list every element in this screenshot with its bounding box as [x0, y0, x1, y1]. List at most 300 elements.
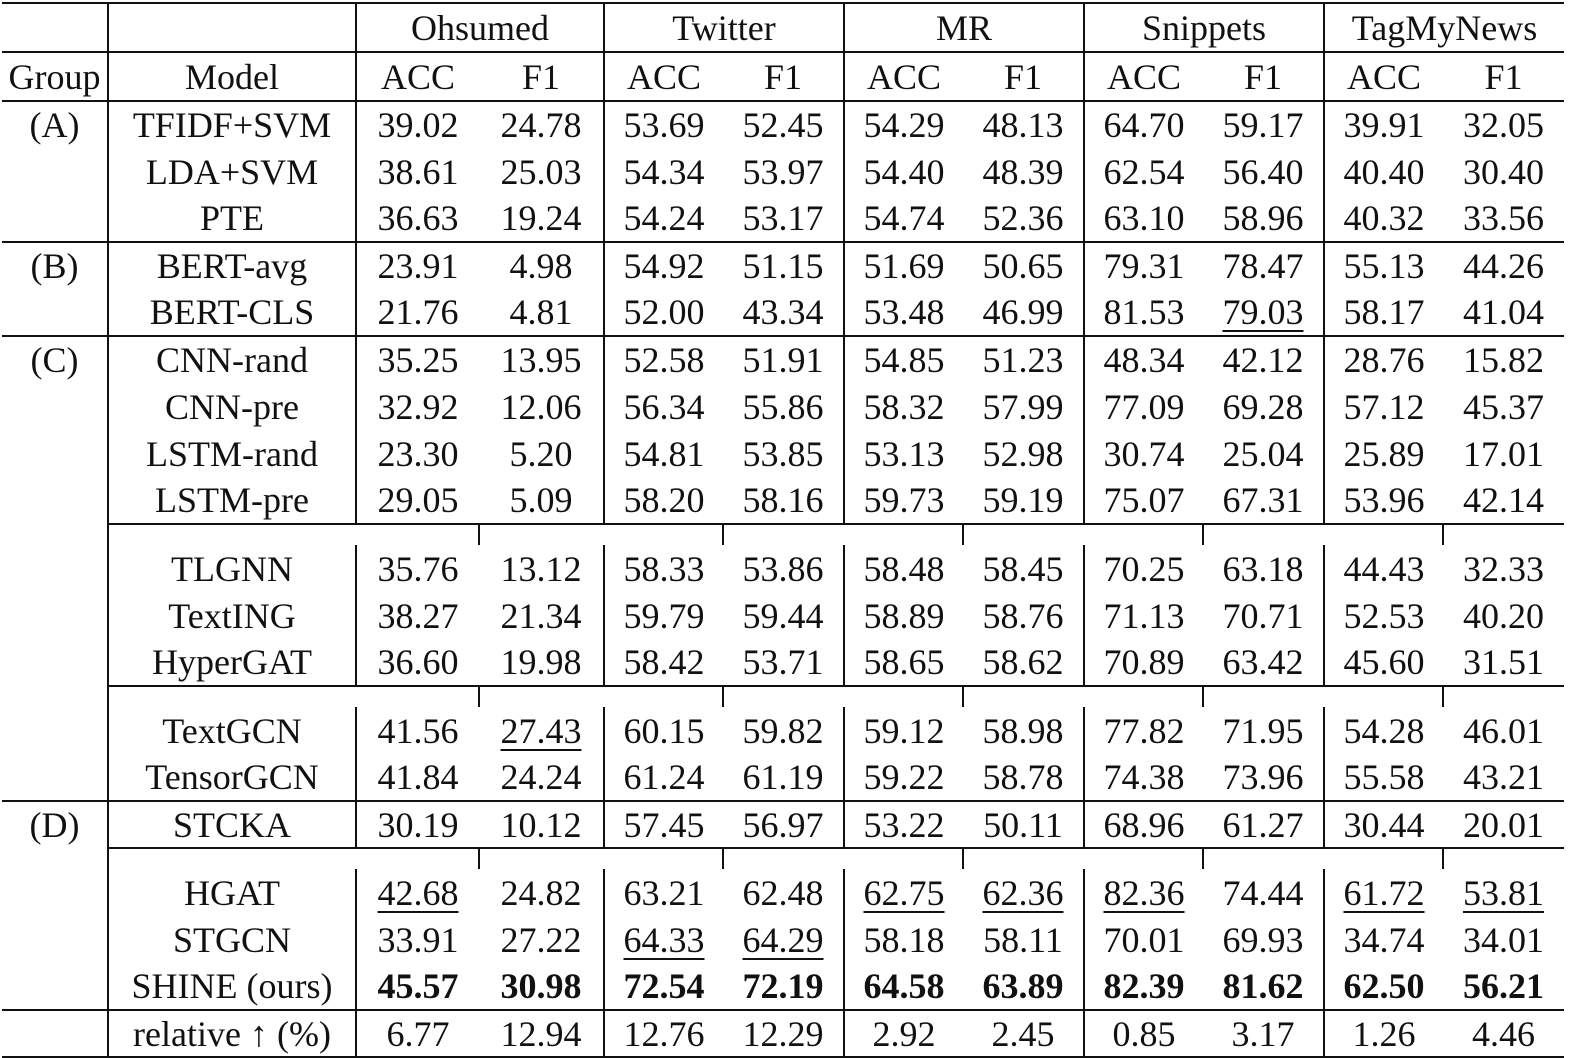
value-cell-text: 35.76 — [377, 548, 459, 589]
value-cell — [604, 336, 723, 383]
value-cell — [1084, 639, 1203, 686]
value-cell — [479, 1010, 604, 1057]
value-cell-text: 54.29 — [863, 105, 945, 145]
value-cell — [963, 336, 1084, 383]
value-cell-text: 58.45 — [982, 548, 1064, 589]
value-cell — [723, 242, 844, 289]
group-cell — [2, 383, 108, 430]
value-cell-text: 61.19 — [742, 757, 824, 797]
model-cell — [108, 148, 356, 195]
value-cell-text: 54.85 — [863, 340, 945, 380]
value-cell — [479, 242, 604, 289]
value-cell — [356, 639, 479, 686]
value-cell — [963, 477, 1084, 524]
value-cell-text: 63.42 — [1222, 642, 1304, 682]
value-cell — [1203, 707, 1324, 754]
value-cell — [479, 383, 604, 430]
value-cell-text: 62.75 — [863, 872, 945, 913]
value-cell — [1324, 639, 1443, 686]
value-cell — [1443, 383, 1564, 430]
value-cell — [723, 383, 844, 430]
header-empty-group — [2, 3, 108, 52]
value-cell — [1443, 754, 1564, 801]
value-cell — [1084, 545, 1203, 592]
group-cell-text: (D) — [29, 805, 80, 845]
value-cell — [1324, 963, 1443, 1010]
value-cell — [356, 707, 479, 754]
value-cell — [844, 592, 963, 639]
value-cell-text: 79.31 — [1103, 246, 1185, 286]
group-separator — [2, 686, 1564, 707]
value-cell — [479, 869, 604, 916]
group-cell — [2, 242, 108, 289]
value-cell-text: 53.71 — [742, 642, 824, 682]
gap-cell — [963, 848, 1084, 869]
value-cell-text: 72.19 — [742, 966, 824, 1006]
value-cell — [844, 545, 963, 592]
value-cell-text: 77.82 — [1103, 710, 1185, 751]
group-cell — [2, 1010, 108, 1057]
value-cell-text: 36.63 — [377, 198, 459, 238]
gap-cell — [108, 848, 356, 869]
gap-cell — [479, 686, 604, 707]
value-cell-text: 23.91 — [377, 246, 459, 286]
model-cell-text: LSTM-pre — [155, 480, 309, 520]
value-cell — [1443, 336, 1564, 383]
value-cell-text: 75.07 — [1103, 480, 1185, 520]
value-cell — [723, 148, 844, 195]
value-cell-text: 38.27 — [377, 595, 459, 636]
value-cell — [844, 916, 963, 963]
gap-cell — [1443, 686, 1564, 707]
value-cell — [723, 963, 844, 1010]
model-cell-text: STGCN — [172, 919, 292, 960]
value-cell — [1084, 963, 1203, 1010]
value-cell — [1443, 477, 1564, 524]
gap-group-cell — [2, 524, 108, 545]
table-row — [2, 639, 1564, 686]
value-cell-text: 55.86 — [742, 386, 824, 427]
value-cell — [963, 195, 1084, 242]
f1-header — [723, 52, 844, 101]
value-cell — [1324, 477, 1443, 524]
value-cell-text: 43.34 — [742, 292, 824, 332]
gap-cell — [479, 848, 604, 869]
value-cell-text: 51.91 — [742, 340, 824, 380]
model-cell-text: BERT-CLS — [149, 292, 315, 332]
value-cell — [1084, 754, 1203, 801]
value-cell — [604, 148, 723, 195]
value-cell-text: 17.01 — [1463, 433, 1544, 474]
value-cell-text: 51.15 — [742, 246, 824, 286]
value-cell — [1084, 592, 1203, 639]
model-cell — [108, 383, 356, 430]
value-cell — [844, 639, 963, 686]
value-cell — [1443, 869, 1564, 916]
value-cell-text: 79.03 — [1222, 292, 1304, 332]
value-cell-text: 52.36 — [982, 198, 1064, 238]
gap-cell — [844, 848, 963, 869]
value-cell — [479, 545, 604, 592]
value-cell-text: 61.72 — [1343, 872, 1425, 913]
value-cell — [963, 101, 1084, 148]
table-row — [2, 289, 1564, 336]
value-cell — [1443, 430, 1564, 477]
value-cell-text: 74.44 — [1222, 872, 1304, 913]
value-cell-text: 82.39 — [1103, 966, 1185, 1006]
value-cell — [1084, 336, 1203, 383]
value-cell-text: 71.95 — [1222, 710, 1304, 751]
value-cell-text: 39.02 — [377, 105, 459, 145]
gap-cell — [108, 524, 356, 545]
value-cell — [963, 545, 1084, 592]
value-cell — [1324, 1010, 1443, 1057]
acc-header — [844, 52, 963, 101]
model-cell-text: BERT-avg — [156, 246, 308, 286]
value-cell — [356, 336, 479, 383]
value-cell-text: 53.86 — [742, 548, 824, 589]
value-cell — [356, 545, 479, 592]
value-cell — [356, 477, 479, 524]
gap-cell — [479, 524, 604, 545]
gap-cell — [1203, 848, 1324, 869]
value-cell — [479, 916, 604, 963]
value-cell-text: 57.45 — [623, 804, 705, 845]
value-cell-text: 3.17 — [1231, 1013, 1295, 1054]
model-cell-text: LDA+SVM — [145, 151, 319, 192]
group-separator — [2, 848, 1564, 869]
value-cell — [479, 592, 604, 639]
value-cell-text: 51.69 — [863, 246, 945, 286]
value-cell-text: 32.92 — [377, 386, 459, 427]
value-cell-text: 59.17 — [1222, 105, 1304, 145]
value-cell-text: 58.78 — [982, 757, 1064, 797]
value-cell — [844, 707, 963, 754]
f1-header-text: F1 — [763, 56, 803, 97]
value-cell-text: 24.82 — [500, 872, 582, 913]
value-cell-text: 12.76 — [623, 1013, 705, 1054]
model-cell — [108, 963, 356, 1010]
value-cell-text: 48.13 — [982, 105, 1064, 145]
table-row — [2, 1010, 1564, 1057]
value-cell-text: 41.56 — [377, 710, 459, 751]
value-cell-text: 58.42 — [623, 642, 705, 682]
value-cell — [479, 289, 604, 336]
value-cell-text: 59.22 — [863, 757, 945, 797]
group-cell — [2, 801, 108, 848]
value-cell-text: 44.43 — [1343, 548, 1425, 589]
gap-group-cell — [2, 848, 108, 869]
value-cell — [1203, 101, 1324, 148]
value-cell — [963, 801, 1084, 848]
value-cell — [1324, 289, 1443, 336]
model-cell — [108, 639, 356, 686]
value-cell — [479, 754, 604, 801]
dataset-header — [604, 3, 844, 52]
value-cell — [963, 430, 1084, 477]
value-cell — [1443, 963, 1564, 1010]
value-cell-text: 58.89 — [863, 595, 945, 636]
value-cell-text: 53.81 — [1463, 872, 1544, 913]
group-cell — [2, 101, 108, 148]
acc-header-text: ACC — [380, 56, 456, 97]
value-cell-text: 25.89 — [1343, 433, 1425, 474]
value-cell-text: 24.78 — [500, 105, 582, 145]
gap-cell — [1084, 524, 1203, 545]
f1-header-text: F1 — [1243, 56, 1283, 97]
group-cell — [2, 336, 108, 383]
value-cell-text: 69.93 — [1222, 919, 1304, 960]
value-cell-text: 25.04 — [1222, 433, 1304, 474]
value-cell — [1324, 336, 1443, 383]
value-cell-text: 24.24 — [500, 757, 582, 797]
dataset-header — [1084, 3, 1324, 52]
value-cell — [1203, 545, 1324, 592]
model-cell — [108, 707, 356, 754]
value-cell-text: 53.85 — [742, 433, 824, 474]
value-cell-text: 58.76 — [982, 595, 1064, 636]
f1-header-text: F1 — [521, 56, 561, 97]
value-cell — [1203, 592, 1324, 639]
value-cell — [356, 963, 479, 1010]
value-cell — [1324, 383, 1443, 430]
value-cell — [604, 289, 723, 336]
value-cell-text: 63.18 — [1222, 548, 1304, 589]
value-cell — [1084, 383, 1203, 430]
value-cell — [963, 242, 1084, 289]
value-cell-text: 50.11 — [983, 804, 1063, 845]
value-cell — [604, 383, 723, 430]
value-cell-text: 32.05 — [1463, 105, 1544, 145]
value-cell — [356, 383, 479, 430]
value-cell-text: 5.20 — [509, 433, 573, 474]
value-cell-text: 45.60 — [1343, 642, 1425, 682]
model-cell-text: TensorGCN — [145, 757, 319, 797]
gap-cell — [844, 686, 963, 707]
value-cell — [1324, 869, 1443, 916]
model-cell-text: HyperGAT — [152, 642, 312, 682]
acc-header — [604, 52, 723, 101]
value-cell — [479, 195, 604, 242]
group-cell — [2, 916, 108, 963]
value-cell — [604, 592, 723, 639]
value-cell — [963, 383, 1084, 430]
value-cell-text: 56.21 — [1463, 966, 1544, 1006]
value-cell-text: 60.15 — [623, 710, 705, 751]
value-cell — [723, 869, 844, 916]
value-cell-text: 36.60 — [377, 642, 459, 682]
header-empty-model — [108, 3, 356, 52]
value-cell-text: 58.16 — [742, 480, 824, 520]
value-cell-text: 77.09 — [1103, 386, 1185, 427]
value-cell — [723, 545, 844, 592]
value-cell — [604, 801, 723, 848]
value-cell — [604, 242, 723, 289]
value-cell-text: 39.91 — [1343, 105, 1425, 145]
group-cell-text: (B) — [30, 246, 79, 286]
value-cell — [723, 592, 844, 639]
value-cell-text: 59.79 — [623, 595, 705, 636]
value-cell-text: 2.92 — [872, 1013, 936, 1054]
gap-cell — [1443, 848, 1564, 869]
value-cell-text: 43.21 — [1463, 757, 1544, 797]
model-cell — [108, 754, 356, 801]
group-separator — [2, 524, 1564, 545]
acc-header-text: ACC — [866, 56, 942, 97]
value-cell-text: 44.26 — [1463, 246, 1544, 286]
model-cell — [108, 195, 356, 242]
table-row — [2, 801, 1564, 848]
value-cell-text: 34.01 — [1463, 919, 1544, 960]
model-cell-text: CNN-rand — [156, 340, 308, 380]
value-cell-text: 38.61 — [377, 151, 459, 192]
value-cell — [1203, 916, 1324, 963]
gap-cell — [1324, 848, 1443, 869]
value-cell — [1443, 148, 1564, 195]
value-cell — [604, 1010, 723, 1057]
table-row — [2, 916, 1564, 963]
value-cell — [1443, 639, 1564, 686]
dataset-header-text: Twitter — [672, 7, 776, 48]
group-cell — [2, 707, 108, 754]
value-cell — [604, 195, 723, 242]
value-cell — [1084, 242, 1203, 289]
value-cell — [1203, 639, 1324, 686]
f1-header — [1443, 52, 1564, 101]
value-cell — [356, 430, 479, 477]
value-cell — [1324, 195, 1443, 242]
gap-cell — [1084, 686, 1203, 707]
gap-cell — [1084, 848, 1203, 869]
value-cell-text: 53.48 — [863, 292, 945, 332]
gap-cell — [108, 686, 356, 707]
value-cell-text: 74.38 — [1103, 757, 1185, 797]
value-cell — [1084, 195, 1203, 242]
model-header-text: Model — [185, 56, 279, 97]
value-cell — [1084, 869, 1203, 916]
group-cell-text: (C) — [30, 340, 79, 380]
value-cell-text: 46.01 — [1463, 710, 1544, 751]
value-cell — [356, 1010, 479, 1057]
value-cell-text: 45.37 — [1463, 386, 1544, 427]
value-cell — [844, 101, 963, 148]
value-cell-text: 78.47 — [1222, 246, 1304, 286]
value-cell-text: 52.00 — [623, 292, 705, 332]
value-cell — [1084, 801, 1203, 848]
value-cell — [1324, 592, 1443, 639]
value-cell-text: 20.01 — [1463, 804, 1544, 845]
value-cell-text: 21.34 — [500, 595, 582, 636]
model-cell — [108, 869, 356, 916]
table-row — [2, 383, 1564, 430]
value-cell — [1443, 592, 1564, 639]
model-cell — [108, 430, 356, 477]
value-cell — [1443, 101, 1564, 148]
value-cell-text: 81.53 — [1103, 292, 1185, 332]
model-cell — [108, 592, 356, 639]
value-cell-text: 64.58 — [863, 966, 945, 1006]
value-cell-text: 33.56 — [1463, 198, 1544, 238]
value-cell-text: 48.39 — [982, 151, 1064, 192]
acc-header — [1084, 52, 1203, 101]
value-cell — [1084, 1010, 1203, 1057]
value-cell-text: 73.96 — [1222, 757, 1304, 797]
value-cell-text: 15.82 — [1463, 340, 1544, 380]
value-cell-text: 28.76 — [1343, 340, 1425, 380]
gap-cell — [356, 524, 479, 545]
header-datasets-row — [2, 3, 1564, 52]
acc-header-text: ACC — [1106, 56, 1182, 97]
value-cell-text: 31.51 — [1463, 642, 1544, 682]
value-cell-text: 70.01 — [1103, 919, 1185, 960]
value-cell — [723, 1010, 844, 1057]
gap-cell — [723, 686, 844, 707]
value-cell — [479, 477, 604, 524]
value-cell — [1203, 148, 1324, 195]
f1-header — [1203, 52, 1324, 101]
value-cell-text: 42.14 — [1463, 480, 1544, 520]
value-cell-text: 58.11 — [983, 919, 1063, 960]
value-cell-text: 54.81 — [623, 433, 705, 474]
value-cell-text: 56.97 — [742, 804, 824, 845]
value-cell — [1324, 430, 1443, 477]
value-cell — [356, 289, 479, 336]
value-cell — [604, 916, 723, 963]
value-cell-text: 63.21 — [623, 872, 705, 913]
value-cell — [963, 148, 1084, 195]
value-cell — [1443, 195, 1564, 242]
value-cell-text: 45.57 — [377, 966, 459, 1006]
value-cell — [356, 242, 479, 289]
gap-cell — [723, 848, 844, 869]
group-cell — [2, 754, 108, 801]
table-row — [2, 707, 1564, 754]
model-cell-text: PTE — [199, 198, 264, 238]
value-cell-text: 13.12 — [500, 548, 582, 589]
value-cell-text: 54.40 — [863, 151, 945, 192]
value-cell-text: 58.33 — [623, 548, 705, 589]
value-cell — [1203, 383, 1324, 430]
table-row — [2, 869, 1564, 916]
gap-cell — [604, 848, 723, 869]
value-cell-text: 21.76 — [377, 292, 459, 332]
value-cell — [1084, 289, 1203, 336]
value-cell-text: 10.12 — [500, 804, 582, 845]
model-cell-text: TextING — [168, 595, 296, 636]
value-cell-text: 82.36 — [1103, 872, 1185, 913]
value-cell — [1324, 242, 1443, 289]
value-cell-text: 19.98 — [500, 642, 582, 682]
value-cell-text: 53.22 — [863, 804, 945, 845]
group-cell — [2, 963, 108, 1010]
gap-cell — [1443, 524, 1564, 545]
group-cell — [2, 639, 108, 686]
value-cell-text: 12.06 — [500, 386, 582, 427]
value-cell-text: 62.54 — [1103, 151, 1185, 192]
value-cell-text: 23.30 — [377, 433, 459, 474]
value-cell — [723, 801, 844, 848]
value-cell — [723, 639, 844, 686]
value-cell — [844, 289, 963, 336]
value-cell-text: 4.81 — [509, 292, 573, 332]
value-cell-text: 62.50 — [1343, 966, 1425, 1006]
value-cell — [604, 707, 723, 754]
value-cell-text: 1.26 — [1352, 1013, 1416, 1054]
value-cell — [844, 477, 963, 524]
value-cell-text: 58.17 — [1343, 292, 1425, 332]
value-cell — [356, 101, 479, 148]
model-cell — [108, 1010, 356, 1057]
